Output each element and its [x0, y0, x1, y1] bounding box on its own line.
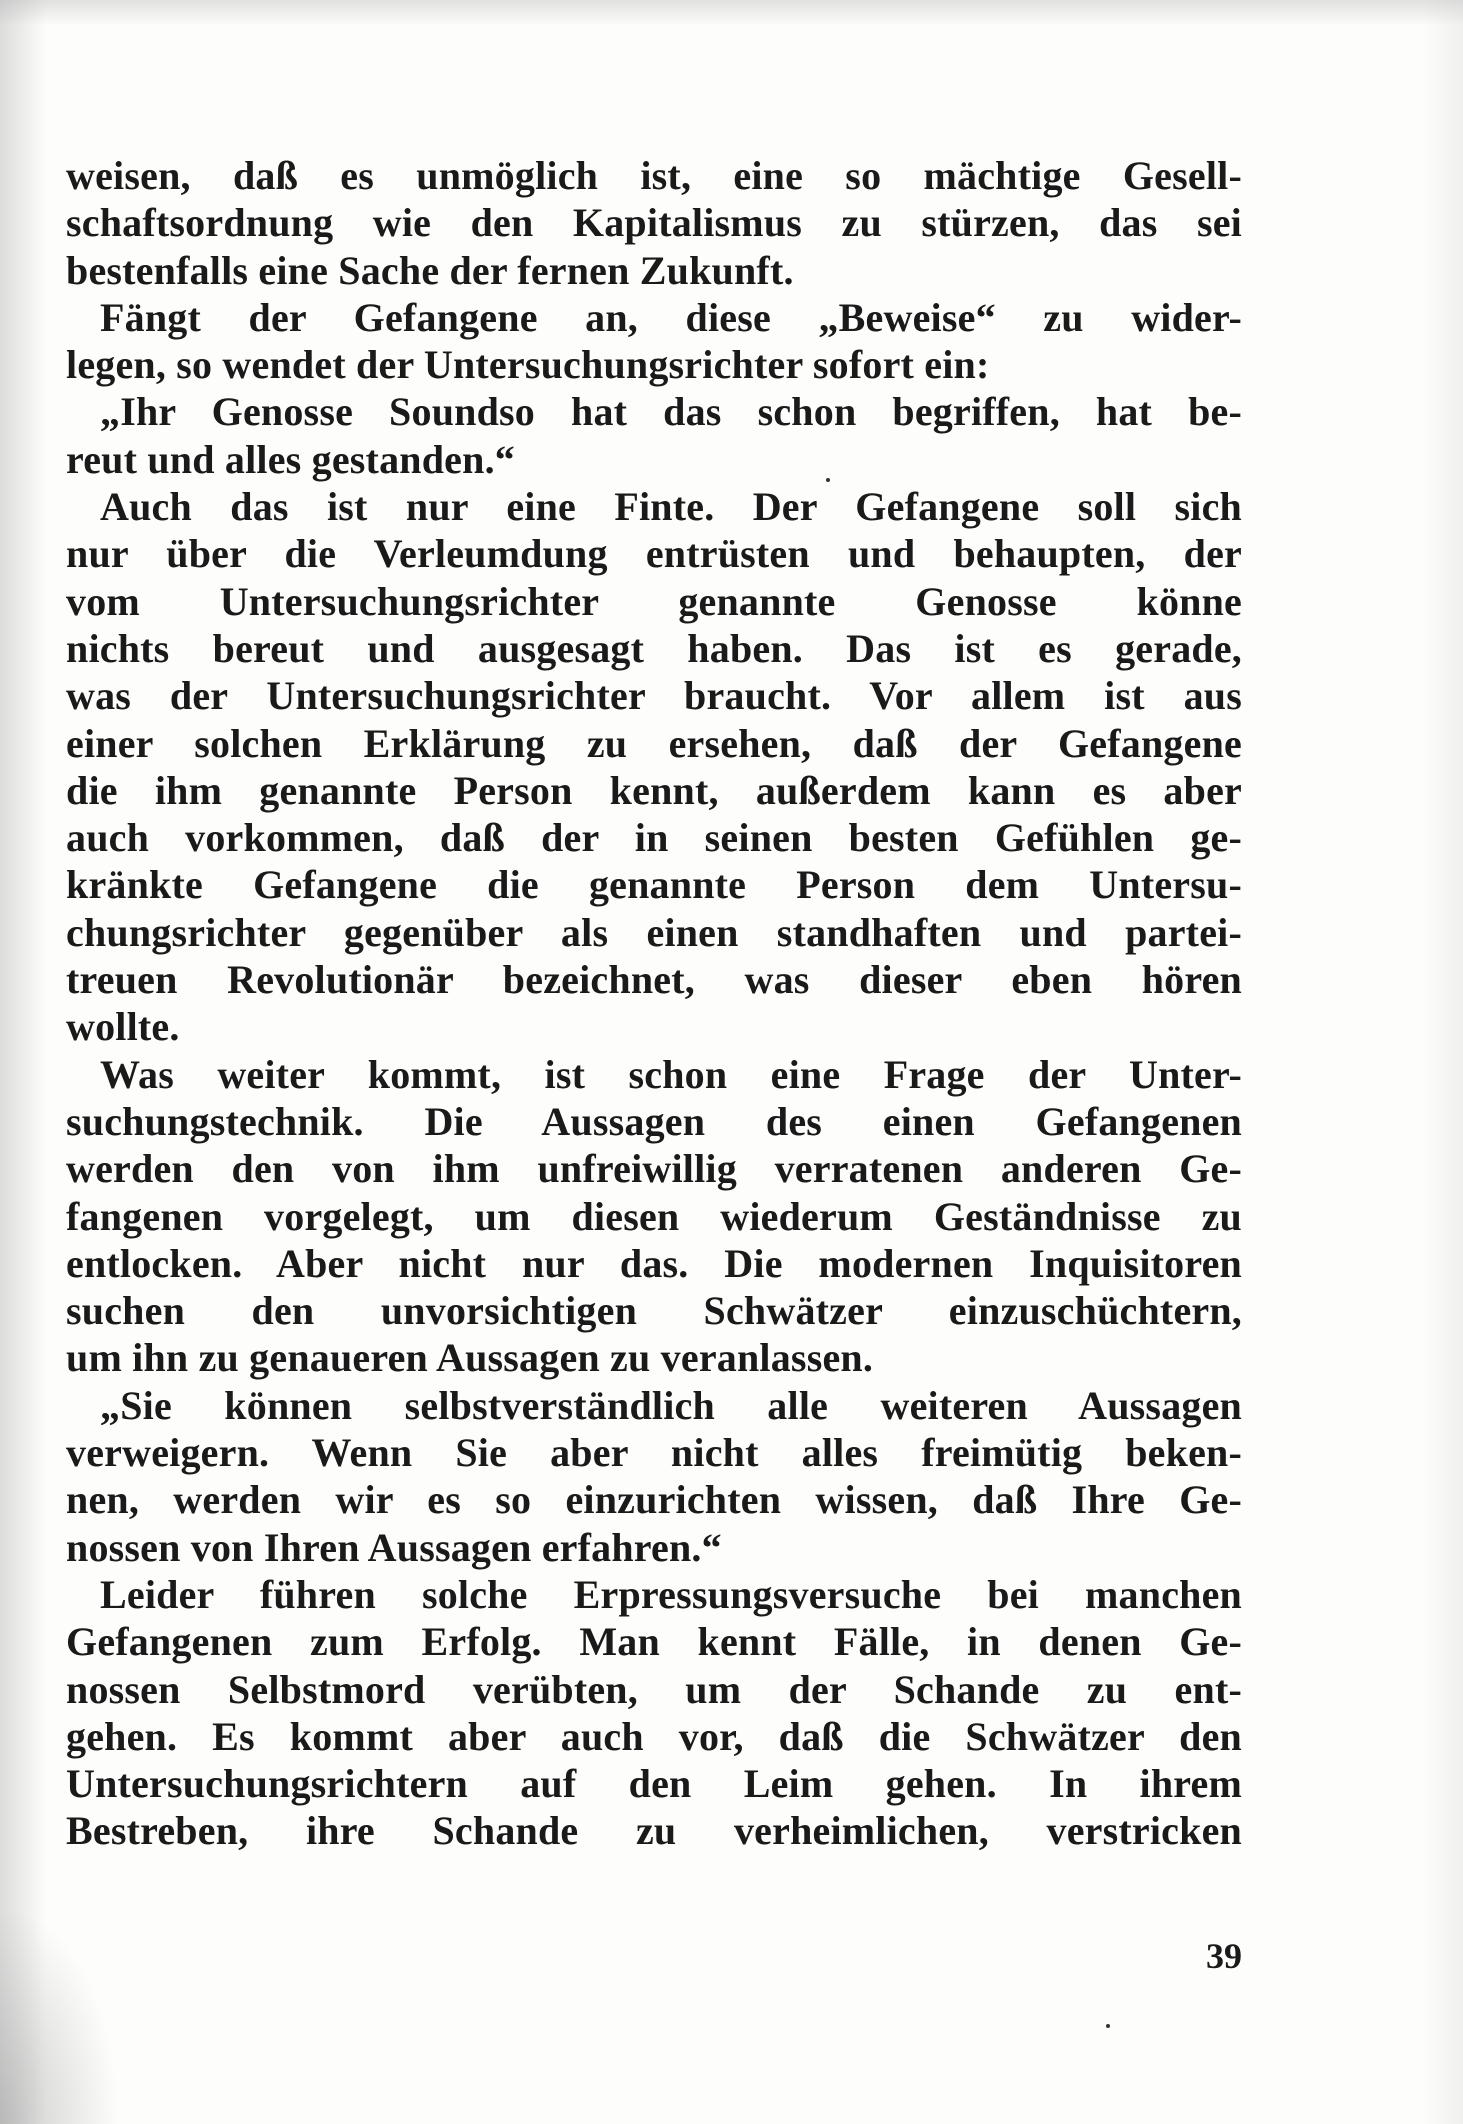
text-line: treuen Revolutionär bezeichnet, was dieser eben hören [66, 957, 1242, 1003]
text-line: werden den von ihm unfreiwillig verratenen anderen Ge- [66, 1146, 1242, 1192]
text-line: legen, so wendet der Untersuchungsrichter sofort ein: [66, 342, 990, 388]
text-line: nossen Selbstmord verübten, um der Schande zu ent- [66, 1666, 1242, 1712]
text-line: wollte. [66, 1004, 180, 1050]
text-line: Fängt der Gefangene an, diese „Beweise“ zu wider- [100, 294, 1242, 340]
page-corner-shadow [0, 1904, 120, 2124]
page-number: 39 [1206, 1936, 1242, 1976]
text-line: entlocken. Aber nicht nur das. Die modernen Inquisitoren [66, 1240, 1242, 1286]
text-line: weisen, daß es unmöglich ist, eine so mächtige Gesell- [66, 153, 1242, 198]
text-line: suchungstechnik. Die Aussagen des einen Gefangenen [66, 1098, 1242, 1144]
text-line: auch vorkommen, daß der in seinen besten Gefühlen ge- [66, 815, 1242, 861]
print-speck [1106, 2024, 1110, 2028]
text-line: Leider führen solche Erpressungsversuche bei manchen [100, 1571, 1242, 1617]
text-line: nen, werden wir es so einzurichten wissen, daß Ihre Ge- [66, 1477, 1242, 1523]
text-line: Auch das ist nur eine Finte. Der Gefangene soll sich [100, 484, 1242, 530]
text-line: Was weiter kommt, ist schon eine Frage der Unter- [100, 1051, 1242, 1097]
text-line: vom Untersuchungsrichter genannte Genosse könne [66, 578, 1242, 624]
text-line: chungsrichter gegenüber als einen standhaften und partei- [66, 909, 1242, 955]
page-edge-shadow-left [0, 0, 46, 2124]
text-line: nichts bereut und ausgesagt haben. Das ist es gerade, [66, 625, 1242, 671]
text-line: einer solchen Erklärung zu ersehen, daß der Gefangene [66, 720, 1242, 766]
text-line: suchen den unvorsichtigen Schwätzer einzuschüchtern, [66, 1288, 1242, 1334]
text-line: Untersuchungsrichtern auf den Leim gehen. In ihrem [66, 1761, 1242, 1807]
body-text [66, 152, 1242, 1855]
text-line: was der Untersuchungsrichter braucht. Vor allem ist aus [66, 673, 1242, 719]
text-line: gehen. Es kommt aber auch vor, daß die Schwätzer den [66, 1713, 1242, 1759]
text-line: kränkte Gefangene die genannte Person dem Untersu- [66, 862, 1242, 908]
page-edge-shadow-top [0, 0, 1463, 26]
text-line: fangenen vorgelegt, um diesen wiederum Geständnisse zu [66, 1193, 1242, 1239]
text-line: Gefangenen zum Erfolg. Man kennt Fälle, in denen Ge- [66, 1619, 1242, 1665]
text-line: die ihm genannte Person kennt, außerdem kann es aber [66, 767, 1242, 813]
text-line: „Ihr Genosse Soundso hat das schon begriffen, hat be- [100, 389, 1242, 435]
text-line: Bestreben, ihre Schande zu verheimlichen, verstricken [66, 1808, 1242, 1854]
text-line: bestenfalls eine Sache der fernen Zukunft. [66, 247, 794, 293]
text-line: „Sie können selbstverständlich alle weiteren Aussagen [100, 1382, 1242, 1428]
text-line: nossen von Ihren Aussagen erfahren.“ [66, 1524, 722, 1570]
text-line: reut und alles gestanden.“ [66, 436, 515, 482]
text-line: nur über die Verleumdung entrüsten und behaupten, der [66, 531, 1242, 577]
text-line: verweigern. Wenn Sie aber nicht alles freimütig beken- [66, 1430, 1242, 1476]
page-edge-shadow-right [1423, 0, 1463, 2124]
print-speck [826, 478, 830, 482]
text-line: um ihn zu genaueren Aussagen zu veranlassen. [66, 1335, 874, 1381]
text-line: schaftsordnung wie den Kapitalismus zu stürzen, das sei [66, 200, 1242, 246]
